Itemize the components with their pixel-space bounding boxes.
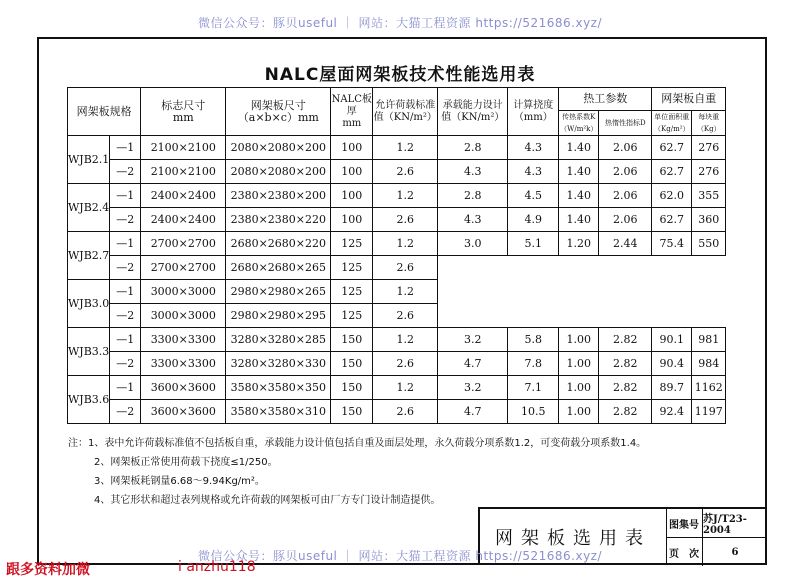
- cell-pw: [692, 256, 726, 280]
- note-1: 注：1、表中允许荷载标准值不包括板自重，承载能力设计值包括自重及面层处理，永久荷载分项系数1.2，可变荷载分项系数1.4。: [68, 438, 647, 449]
- spec-sub: —1: [110, 280, 141, 304]
- cell-load: 2.6: [373, 256, 438, 280]
- cell-load: 2.6: [373, 400, 438, 424]
- cell-d: [599, 280, 652, 304]
- cell-panel: 2980×2980×265: [226, 280, 331, 304]
- cell-uw: 62.7: [652, 136, 692, 160]
- header-bearing-capacity: 承载能力设计值（KN/m²）: [438, 88, 508, 136]
- note-2: 2、网架板正常使用荷载下挠度≤1/250。: [94, 457, 278, 468]
- cell-nominal: 3600×3600: [141, 376, 226, 400]
- cell-d: 2.82: [599, 376, 652, 400]
- cell-uw: 92.4: [652, 400, 692, 424]
- cell-thick: 150: [331, 376, 373, 400]
- cell-d: 2.06: [599, 184, 652, 208]
- promo-text-left: 跟多资料加微: [6, 562, 90, 578]
- cell-d: 2.06: [599, 160, 652, 184]
- cell-d: [599, 304, 652, 328]
- cell-defl: 4.9: [508, 208, 559, 232]
- spec-sub: —2: [110, 160, 141, 184]
- cell-defl: 7.8: [508, 352, 559, 376]
- cell-panel: 3280×3280×285: [226, 328, 331, 352]
- cell-d: 2.82: [599, 400, 652, 424]
- cell-pw: [692, 280, 726, 304]
- cell-pw: [692, 304, 726, 328]
- cell-load: 1.2: [373, 328, 438, 352]
- cell-nominal: 3000×3000: [141, 304, 226, 328]
- watermark-top: 微信公众号：豚贝useful ｜ 网站：大猫工程资源 https://521686.xyz/: [197, 16, 603, 30]
- cell-pw: 984: [692, 352, 726, 376]
- cell-panel: 2080×2080×200: [226, 136, 331, 160]
- cell-defl: 10.5: [508, 400, 559, 424]
- cell-k: 1.40: [559, 136, 599, 160]
- cell-uw: [652, 280, 692, 304]
- cell-d: 2.06: [599, 136, 652, 160]
- cell-load: 2.6: [373, 160, 438, 184]
- header-heat-transfer: 传热系数K（W/m²k）: [559, 111, 599, 136]
- table-row: [68, 136, 726, 160]
- cell-cap: [438, 280, 508, 304]
- cell-k: 1.00: [559, 352, 599, 376]
- cell-uw: 62.7: [652, 208, 692, 232]
- cell-nominal: 2100×2100: [141, 160, 226, 184]
- header-deflection: 计算挠度 （mm）: [508, 88, 559, 136]
- cell-nominal: 3300×3300: [141, 328, 226, 352]
- cell-defl: 7.1: [508, 376, 559, 400]
- table-row: [68, 352, 726, 376]
- cell-cap: 4.7: [438, 352, 508, 376]
- cell-cap: 3.2: [438, 328, 508, 352]
- cell-panel: 3580×3580×310: [226, 400, 331, 424]
- cell-uw: [652, 304, 692, 328]
- spec-sub: —1: [110, 184, 141, 208]
- header-unit-area-weight: 单位面积重（Kg/m²）: [652, 111, 692, 136]
- cell-panel: 2680×2680×220: [226, 232, 331, 256]
- watermark-bottom: 微信公众号：豚贝useful ｜ 网站：大猫工程资源 https://521686.xyz/: [197, 549, 603, 563]
- spec-sub: —2: [110, 400, 141, 424]
- table-row: [68, 184, 726, 208]
- cell-pw: 355: [692, 184, 726, 208]
- spec-group-name: WJB2.1: [68, 136, 110, 184]
- cell-thick: 100: [331, 160, 373, 184]
- cell-panel: 2980×2980×295: [226, 304, 331, 328]
- cell-load: 2.6: [373, 352, 438, 376]
- spec-sub: —2: [110, 304, 141, 328]
- atlas-value: 苏J/T23-2004: [703, 514, 747, 536]
- header-nominal: 标志尺寸 mm: [141, 88, 226, 136]
- cell-defl: 5.8: [508, 328, 559, 352]
- cell-load: 1.2: [373, 136, 438, 160]
- cell-panel: 2380×2380×200: [226, 184, 331, 208]
- cell-pw: 1162: [692, 376, 726, 400]
- table-row: [68, 160, 726, 184]
- cell-defl: [508, 280, 559, 304]
- cell-cap: 3.2: [438, 376, 508, 400]
- cell-d: 2.82: [599, 328, 652, 352]
- cell-thick: 125: [331, 280, 373, 304]
- cell-pw: 1197: [692, 400, 726, 424]
- table-row: [68, 328, 726, 352]
- header-self-weight: 网架板自重: [652, 88, 726, 111]
- note-3: 3、网架板耗钢量6.68～9.94Kg/m²。: [94, 476, 265, 487]
- cell-nominal: 2700×2700: [141, 232, 226, 256]
- cell-cap: 4.3: [438, 208, 508, 232]
- spec-sub: —2: [110, 208, 141, 232]
- cell-k: 1.40: [559, 160, 599, 184]
- header-panel-size: 网架板尺寸 （a×b×c）mm: [226, 88, 331, 136]
- table-row: [68, 376, 726, 400]
- table-row: [68, 304, 726, 328]
- cell-nominal: 2400×2400: [141, 208, 226, 232]
- cell-uw: 62.0: [652, 184, 692, 208]
- cell-uw: 90.4: [652, 352, 692, 376]
- cell-d: 2.44: [599, 232, 652, 256]
- cell-k: 1.20: [559, 232, 599, 256]
- spec-group-name: WJB3.3: [68, 328, 110, 376]
- cell-thick: 100: [331, 136, 373, 160]
- page-title: NALC屋面网架板技术性能选用表: [264, 65, 536, 85]
- cell-defl: 5.1: [508, 232, 559, 256]
- spec-sub: —1: [110, 232, 141, 256]
- cell-k: 1.00: [559, 400, 599, 424]
- notes-label: 注：: [68, 438, 88, 449]
- atlas-label: 图集号: [666, 509, 703, 537]
- cell-pw: 360: [692, 208, 726, 232]
- spec-sub: —2: [110, 352, 141, 376]
- cell-cap: 4.7: [438, 400, 508, 424]
- cell-pw: 276: [692, 136, 726, 160]
- page-label: 页 次: [666, 538, 703, 566]
- cell-nominal: 2400×2400: [141, 184, 226, 208]
- cell-panel: 3280×3280×330: [226, 352, 331, 376]
- header-thermal-inertia: 热惰性指标D: [599, 111, 652, 136]
- cell-thick: 100: [331, 208, 373, 232]
- cell-d: [599, 256, 652, 280]
- cell-thick: 125: [331, 232, 373, 256]
- spec-group-name: WJB2.4: [68, 184, 110, 232]
- header-per-panel-weight: 每块重（Kg）: [692, 111, 726, 136]
- cell-uw: 75.4: [652, 232, 692, 256]
- cell-panel: 2680×2680×265: [226, 256, 331, 280]
- cell-pw: 276: [692, 160, 726, 184]
- cell-cap: 2.8: [438, 184, 508, 208]
- table-row: [68, 400, 726, 424]
- spec-group-name: WJB2.7: [68, 232, 110, 280]
- cell-d: 2.06: [599, 208, 652, 232]
- cell-nominal: 3300×3300: [141, 352, 226, 376]
- spec-sub: —1: [110, 328, 141, 352]
- cell-k: 1.40: [559, 184, 599, 208]
- cell-cap: 4.3: [438, 160, 508, 184]
- cell-thick: 125: [331, 256, 373, 280]
- cell-load: 1.2: [373, 232, 438, 256]
- header-allowable-load: 允许荷载标准值（KN/m²）: [373, 88, 438, 136]
- spec-sub: —1: [110, 136, 141, 160]
- spec-group-name: WJB3.6: [68, 376, 110, 424]
- promo-text-right: i anzhu118: [178, 559, 256, 575]
- cell-uw: 90.1: [652, 328, 692, 352]
- cell-k: 1.00: [559, 376, 599, 400]
- header-thickness: NALC板厚 mm: [331, 88, 373, 136]
- spec-sub: —2: [110, 256, 141, 280]
- cell-panel: 2080×2080×200: [226, 160, 331, 184]
- spec-sub: —1: [110, 376, 141, 400]
- cell-thick: 125: [331, 304, 373, 328]
- cell-defl: 4.3: [508, 160, 559, 184]
- cell-defl: 4.3: [508, 136, 559, 160]
- cell-pw: 981: [692, 328, 726, 352]
- cell-load: 1.2: [373, 376, 438, 400]
- cell-defl: [508, 304, 559, 328]
- cell-load: 1.2: [373, 280, 438, 304]
- title-block-name: 网架板选用表: [480, 509, 667, 565]
- note-4: 4、其它形状和超过表列规格或允许荷载的网架板可由厂方专门设计制造提供。: [94, 495, 441, 506]
- cell-nominal: 3600×3600: [141, 400, 226, 424]
- cell-k: 1.00: [559, 328, 599, 352]
- header-spec: 网架板规格: [68, 88, 141, 136]
- cell-thick: 100: [331, 184, 373, 208]
- cell-d: 2.82: [599, 352, 652, 376]
- cell-defl: 4.5: [508, 184, 559, 208]
- cell-nominal: 2100×2100: [141, 136, 226, 160]
- cell-cap: [438, 304, 508, 328]
- cell-k: [559, 304, 599, 328]
- spec-table: [67, 87, 726, 424]
- spec-group-name: WJB3.0: [68, 280, 110, 328]
- cell-defl: [508, 256, 559, 280]
- cell-load: 2.6: [373, 208, 438, 232]
- cell-thick: 150: [331, 328, 373, 352]
- cell-uw: 62.7: [652, 160, 692, 184]
- header-thermal: 热工参数: [559, 88, 652, 111]
- table-row: [68, 280, 726, 304]
- cell-panel: 3580×3580×350: [226, 376, 331, 400]
- table-row: [68, 232, 726, 256]
- cell-load: 2.6: [373, 304, 438, 328]
- cell-cap: 3.0: [438, 232, 508, 256]
- notes: [68, 434, 646, 510]
- cell-pw: 550: [692, 232, 726, 256]
- cell-nominal: 3000×3000: [141, 280, 226, 304]
- cell-cap: 2.8: [438, 136, 508, 160]
- cell-thick: 150: [331, 400, 373, 424]
- cell-load: 1.2: [373, 184, 438, 208]
- table-row: [68, 256, 726, 280]
- cell-uw: [652, 256, 692, 280]
- cell-panel: 2380×2380×220: [226, 208, 331, 232]
- cell-uw: 89.7: [652, 376, 692, 400]
- cell-k: [559, 280, 599, 304]
- cell-k: [559, 256, 599, 280]
- table-row: [68, 208, 726, 232]
- cell-nominal: 2700×2700: [141, 256, 226, 280]
- cell-thick: 150: [331, 352, 373, 376]
- cell-cap: [438, 256, 508, 280]
- cell-k: 1.40: [559, 208, 599, 232]
- page-value: 6: [731, 546, 739, 558]
